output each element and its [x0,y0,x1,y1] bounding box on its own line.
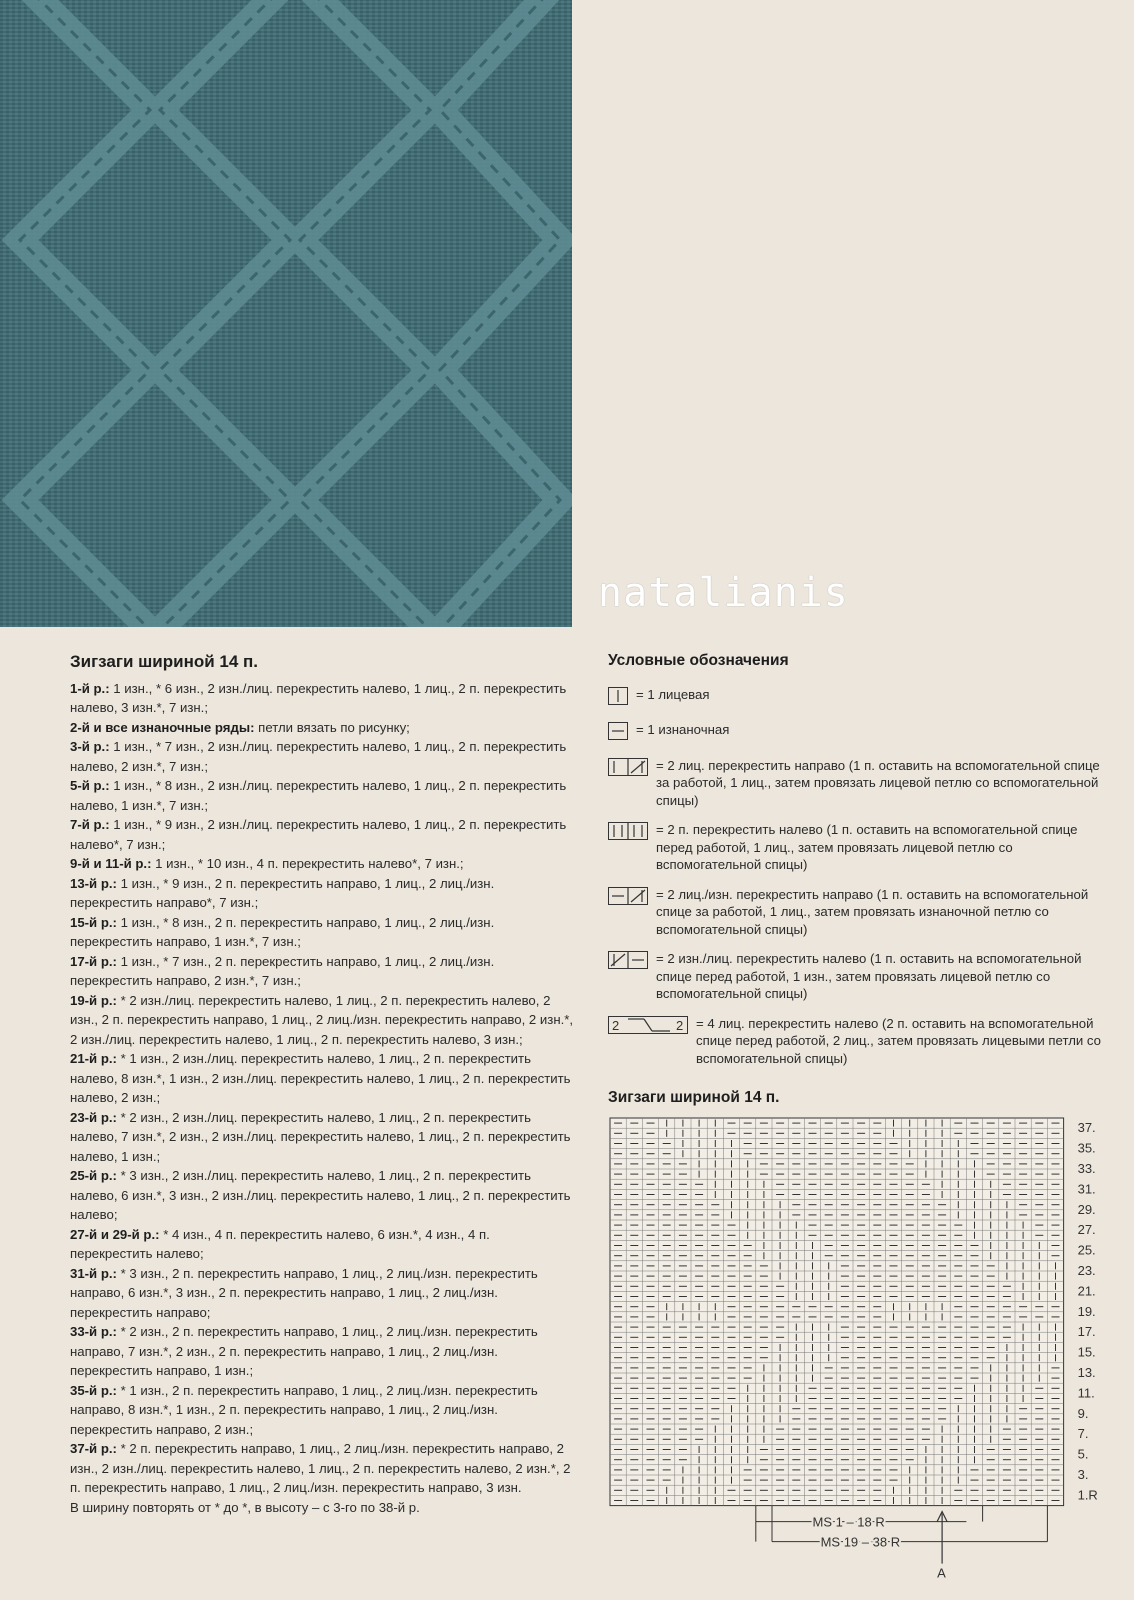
svg-text:2: 2 [612,1017,620,1033]
instruction-row-label: 17-й р.: [70,953,117,969]
instruction-row [70,776,575,815]
chart-row-label: 5. [1077,1446,1089,1462]
legend-items [608,686,1108,1068]
ms-19-38-label: MS 19 – 38 R [820,1534,901,1550]
instruction-row-text: * 2 изн., 2 п. перекрестить направо, 1 лиц., 2 лиц./изн. перекрестить направо, 7 изн.*, 2 изн., 2 п. перекрестить направо, 1 лиц., 2 лиц./изн. перекрестить направо, 1 изн.; [70,1324,538,1378]
instruction-row-text: * 3 изн., 2 изн./лиц. перекрестить налево, 1 лиц., 2 п. перекрестить налево, 6 изн.*, 3 изн., 2 изн./лиц. перекрестить налево, 1 лиц., 2 п. перекрестить налево; [70,1168,571,1222]
instruction-row-label: 3-й р.: [70,739,110,754]
chart-row-label: 25. [1077,1242,1096,1258]
svg-text:2: 2 [676,1017,684,1033]
instruction-row [70,874,575,913]
instruction-row [70,1166,575,1225]
legend-item [608,686,1108,710]
legend-symbol [608,758,648,781]
legend-item [608,1015,1108,1068]
instruction-row [70,1439,575,1498]
instruction-row-text: 1 изн., * 6 изн., 2 изн./лиц. перекрестить налево, 1 лиц., 2 п. перекрестить налево, 3 изн.*, 7 изн.; [70,680,567,715]
knit-symbol-icon [608,687,628,705]
instruction-row-label: 7-й р.: [70,817,110,832]
legend-text: = 1 лицевая [636,686,710,702]
instruction-row-text: 1 изн., * 8 изн., 2 п. перекрестить направо, 1 лиц., 2 лиц./изн. перекрестить направо, 1 изн.*, 7 изн.; [70,914,495,949]
pattern-instructions [70,652,575,1517]
purl-symbol-icon [608,722,628,740]
instruction-row [70,991,575,1050]
chart-row-label: 13. [1077,1365,1096,1380]
legend-symbol [608,822,648,845]
chart-row-label: 3. [1077,1467,1089,1482]
instruction-row [70,737,575,776]
instruction-row-text: 1 изн., * 9 изн., 2 п. перекрестить направо, 1 лиц., 2 лиц./изн. перекрестить направо*, 7 изн.; [70,875,495,910]
instruction-row-label: 23-й р.: [70,1109,117,1125]
chart-row-label: 29. [1077,1201,1096,1217]
instruction-row-label: 21-й р.: [70,1051,117,1066]
instruction-row [70,1225,575,1264]
legend-text: = 2 лиц./изн. перекрестить направо (1 п. оставить на вспомогательной спице за работой, 1 лиц., затем провязать изнаночной петлю со вспомогательной спицы) [656,886,1089,937]
legend-text: = 1 изнаночная [636,722,730,737]
chart-row-label: 1.R [1077,1487,1098,1503]
instruction-row-text: 1 изн., * 10 изн., 4 п. перекрестить налево*, 7 изн.; [151,856,464,871]
instruction-row-label: 33-й р.: [70,1324,117,1339]
chart-row-label: 37. [1077,1120,1096,1136]
instruction-row-text: * 1 изн., 2 изн./лиц. перекрестить налево, 1 лиц., 2 п. перекрестить налево, 8 изн.*, 1 изн., 2 изн./лиц. перекрестить налево, 1 лиц., 2 п. перекрестить налево, 2 изн.; [70,1051,571,1105]
instruction-row-label: 9-й и 11-й р.: [70,856,152,871]
chart-title: Зигзаги шириной 14 п. [608,1089,780,1106]
cross-right-2-symbol-icon [608,758,648,776]
instruction-row [70,1322,575,1381]
watermark: natalianis [598,570,849,616]
instruction-row-label: 15-й р.: [70,914,117,930]
marker-a-label: A [937,1565,946,1581]
legend-text: = 4 лиц. перекрестить налево (2 п. оставить на вспомогательной спице перед работой, 2 лиц., затем провязать лицевыми петли со вспомогательной спицы) [696,1015,1101,1066]
instruction-row-text: 1 изн., * 7 изн., 2 изн./лиц. перекрестить налево, 1 лиц., 2 п. перекрестить налево, 2 изн.*, 7 изн.; [70,739,567,774]
instruction-row [70,1381,575,1440]
instruction-row-text: * 2 изн., 2 изн./лиц. перекрестить налево, 1 лиц., 2 п. перекрестить налево, 7 изн.*, 2 изн., 2 изн./лиц. перекрестить налево, 1 лиц., 2 п. перекрестить налево, 1 изн.; [70,1109,571,1164]
legend-item [608,757,1108,810]
chart-row-label: 11. [1077,1385,1095,1401]
chart-row-label: 7. [1077,1426,1089,1442]
instruction-row [70,1049,575,1108]
instruction-row-text: * 3 изн., 2 п. перекрестить направо, 1 лиц., 2 лиц./изн. перекрестить направо, 6 изн.*, 3 изн., 2 п. перекрестить направо, 1 лиц., 2 лиц./изн. перекрестить направо; [70,1265,538,1320]
chart-row-label: 21. [1077,1283,1096,1299]
chart-row-label: 15. [1077,1344,1096,1360]
cross-right-knit-purl-symbol-icon [608,887,648,905]
chart-row-label: 23. [1077,1263,1096,1278]
cross-left-4-symbol-icon [608,1016,688,1034]
chart-row-label: 31. [1077,1181,1096,1197]
chart-row-label: 17. [1077,1324,1096,1340]
legend-item [608,721,1108,745]
pattern-title: Зигзаги шириной 14 п. [70,652,259,671]
chart-row-label: 19. [1077,1303,1096,1319]
instruction-row-text: * 4 изн., 4 п. перекрестить налево, 6 изн.*, 4 изн., 4 п. перекрестить налево; [70,1226,490,1261]
instruction-row [70,1264,575,1323]
legend-title: Условные обозначения [608,652,789,669]
instruction-row-label: 31-й р.: [70,1265,117,1281]
instruction-row-label: 35-й р.: [70,1382,117,1398]
instruction-row-label: 1-й р.: [70,680,110,696]
ms-1-18-label: MS 1 – 18 R [812,1514,885,1530]
instruction-row [70,854,575,874]
legend-item [608,886,1108,939]
repeat-note: В ширину повторять от * до *, в высоту – с 3-го по 38-й р. [70,1499,420,1515]
chart-row-label: 27. [1077,1222,1096,1238]
chart-row-label: 33. [1077,1161,1096,1176]
instruction-row-label: 13-й р.: [70,875,117,891]
chart-row-label: 35. [1077,1140,1096,1156]
cross-left-purl-knit-symbol-icon [608,951,648,969]
instruction-row-label: 2-й и все изнаночные ряды: [70,719,255,735]
knitted-sample-photo [0,0,572,627]
instruction-row [70,815,575,854]
chart-row-label: 9. [1077,1405,1089,1421]
legend-symbol [608,951,648,974]
legend-text: = 2 п. перекрестить налево (1 п. оставить на вспомогательной спице перед работой, 1 лиц., затем провязать лицевой петлю со вспомогательной спицы) [656,822,1078,872]
instruction-rows [70,679,575,1498]
instruction-row-text: * 1 изн., 2 п. перекрестить направо, 1 лиц., 2 лиц./изн. перекрестить направо, 8 изн.*, 1 изн., 2 п. перекрестить направо, 1 лиц., 2 лиц./изн. перекрестить направо, 2 изн.; [70,1382,538,1437]
instruction-row-text: 1 изн., * 7 изн., 2 п. перекрестить направо, 1 лиц., 2 лиц./изн. перекрестить направо, 2 изн.*, 7 изн.; [70,953,495,988]
instruction-row [70,952,575,991]
chart-grid-svg [608,1116,1108,1591]
knitting-chart [608,1116,1108,1596]
legend-item [608,950,1108,1003]
cable-zigzag-illustration [0,0,572,627]
legend-text: = 2 изн./лиц. перекрестить налево (1 п. оставить на вспомогательной спице перед работой, 1 изн., затем провязать лицевой петлю со вспомогательной спицы) [656,951,1082,1001]
instruction-row [70,679,575,718]
instruction-row-label: 27-й и 29-й р.: [70,1226,160,1242]
instruction-row-label: 37-й р.: [70,1441,117,1456]
legend-symbol [608,687,628,710]
instruction-row [70,1108,575,1167]
instruction-row-text: * 2 изн./лиц. перекрестить налево, 1 лиц., 2 п. перекрестить налево, 2 изн., 2 п. перекрестить направо, 1 лиц., 2 лиц./изн. перекрестить направо, 2 изн.*, 2 изн./лиц. перекрестить налево, 1 лиц., 2 п. перекрестить налево, 3 изн.; [70,992,574,1047]
instruction-row [70,718,575,738]
instruction-row-text: * 2 п. перекрестить направо, 1 лиц., 2 лиц./изн. перекрестить направо, 2 изн., 2 изн./лиц. перекрестить налево, 1 лиц., 2 п. перекрестить налево, 2 изн.*, 2 п. перекрестить направо, 1 лиц., 2 лиц./изн. перекрестить направо, 3 изн. [70,1441,571,1495]
legend [608,652,1108,1079]
instruction-row-text: петли вязать по рисунку; [254,719,410,735]
instruction-row-text: 1 изн., * 8 изн., 2 изн./лиц. перекрестить налево, 1 лиц., 2 п. перекрестить налево, 1 изн.*, 7 изн.; [70,778,567,813]
legend-item [608,821,1108,874]
instruction-row [70,913,575,952]
legend-text: = 2 лиц. перекрестить направо (1 п. оставить на вспомогательной спице за работой, 1 лиц., затем провязать лицевой петлю со вспомогательной спицы) [656,757,1100,808]
instruction-row-label: 5-й р.: [70,778,110,793]
instruction-row-text: 1 изн., * 9 изн., 2 изн./лиц. перекрестить налево, 1 лиц., 2 п. перекрестить налево*, 7 изн.; [70,817,567,852]
legend-symbol [608,722,628,745]
cross-left-2-symbol-icon [608,822,648,840]
legend-symbol [608,1016,688,1039]
instruction-row-label: 25-й р.: [70,1168,117,1183]
legend-symbol [608,887,648,910]
instruction-row-label: 19-й р.: [70,992,117,1008]
